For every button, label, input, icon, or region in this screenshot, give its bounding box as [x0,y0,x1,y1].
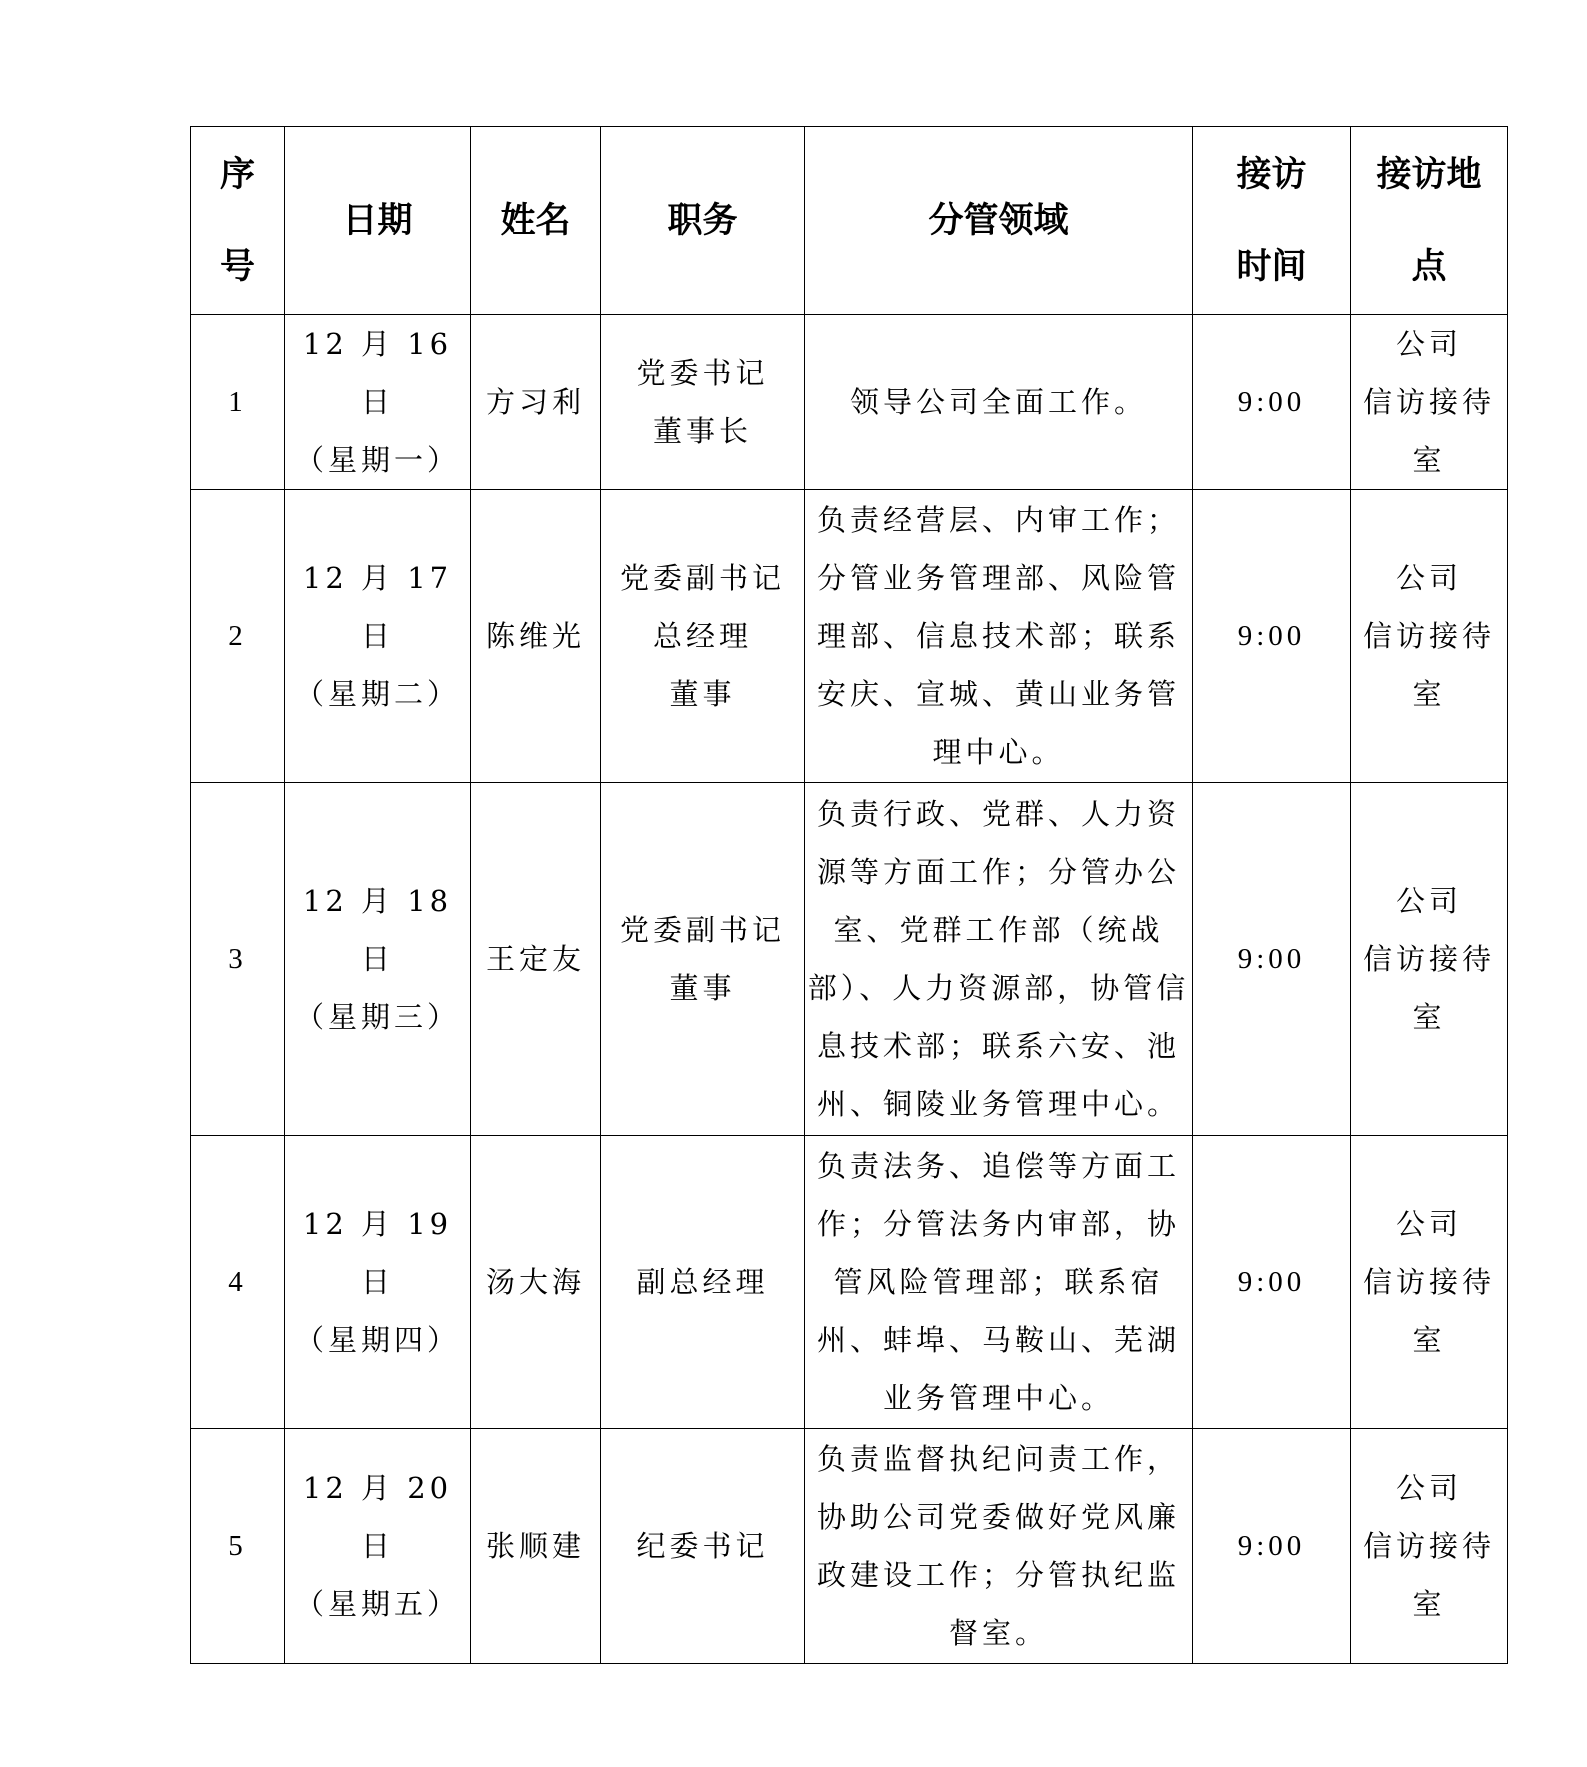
header-scope: 分管领域 [805,127,1193,315]
place-line: 公司 [1395,561,1462,595]
table-row [191,783,1508,1136]
place-line: 公司 [1395,1471,1462,1505]
place-line: 公司 [1395,1207,1462,1241]
scope-text: 领导公司全面工作。 [849,385,1147,419]
place-line: 信访接待 [1362,942,1495,976]
weekday-line: （星期四） [294,1323,460,1357]
position-line: 董事 [669,971,736,1005]
cell-place [1351,783,1508,1136]
cell-time: 9:00 [1193,783,1351,1136]
position-line: 董事长 [652,414,752,448]
place-line: 信访接待 [1362,1265,1495,1299]
header-time-line: 时间 [1236,246,1307,287]
cell-date [285,315,471,490]
cell-position [601,1429,805,1664]
weekday-line: （星期二） [294,677,460,711]
date-line: 12 月 20 日 [302,1471,453,1563]
position-line: 总经理 [652,619,752,653]
cell-seq: 2 [191,490,285,783]
scope-text: 负责行政、党群、人力资源等方面工作；分管办公室、党群工作部（统战部）、人力资源部，协管信息技术部；联系六安、池州、铜陵业务管理中心。 [807,797,1190,1121]
date-line: 12 月 17 日 [302,561,453,653]
header-place [1351,127,1508,315]
scope-text: 负责经营层、内审工作；分管业务管理部、风险管理部、信息技术部；联系安庆、宣城、黄山业务管理中心。 [816,503,1180,769]
date-line: 12 月 19 日 [302,1207,453,1299]
header-date: 日期 [285,127,471,315]
cell-date [285,490,471,783]
cell-time: 9:00 [1193,1136,1351,1429]
table-row [191,315,1508,490]
position-line: 党委副书记 [619,561,785,595]
cell-seq: 3 [191,783,285,1136]
header-seq [191,127,285,315]
cell-name: 陈维光 [471,490,601,783]
cell-place [1351,490,1508,783]
cell-place [1351,315,1508,490]
header-position: 职务 [601,127,805,315]
header-seq-line: 序 [219,154,255,195]
cell-seq: 5 [191,1429,285,1664]
reception-schedule-table [190,126,1508,1664]
scope-text: 负责监督执纪问责工作，协助公司党委做好党风廉政建设工作；分管执纪监督室。 [816,1442,1180,1650]
weekday-line: （星期三） [294,1000,460,1034]
cell-position [601,1136,805,1429]
cell-scope [805,1136,1193,1429]
header-time-line: 接访 [1236,154,1307,195]
cell-time: 9:00 [1193,1429,1351,1664]
cell-scope [805,490,1193,783]
table-row [191,490,1508,783]
table-row [191,1136,1508,1429]
header-name: 姓名 [471,127,601,315]
place-line: 室 [1412,1587,1446,1621]
cell-seq: 4 [191,1136,285,1429]
weekday-line: （星期五） [294,1587,460,1621]
header-time [1193,127,1351,315]
cell-name: 张顺建 [471,1429,601,1664]
cell-scope [805,783,1193,1136]
date-line: 12 月 16 日 [302,327,453,419]
place-line: 室 [1412,443,1446,477]
header-seq-line: 号 [219,246,255,287]
cell-name: 王定友 [471,783,601,1136]
cell-date [285,1136,471,1429]
cell-position [601,315,805,490]
scope-text: 负责法务、追偿等方面工作；分管法务内审部，协管风险管理部；联系宿州、蚌埠、马鞍山、芜湖业务管理中心。 [816,1149,1180,1415]
cell-position [601,783,805,1136]
cell-time: 9:00 [1193,490,1351,783]
date-line: 12 月 18 日 [302,884,453,976]
cell-position [601,490,805,783]
cell-date [285,783,471,1136]
place-line: 室 [1412,1000,1446,1034]
cell-name: 汤大海 [471,1136,601,1429]
cell-place [1351,1429,1508,1664]
place-line: 室 [1412,1323,1446,1357]
cell-scope [805,1429,1193,1664]
cell-name: 方习利 [471,315,601,490]
position-line: 纪委书记 [636,1529,769,1563]
place-line: 信访接待 [1362,619,1495,653]
cell-time: 9:00 [1193,315,1351,490]
position-line: 董事 [669,677,736,711]
cell-place [1351,1136,1508,1429]
place-line: 公司 [1395,884,1462,918]
place-line: 室 [1412,677,1446,711]
place-line: 信访接待 [1362,385,1495,419]
header-place-line: 接访地 [1376,154,1482,195]
cell-scope [805,315,1193,490]
position-line: 党委书记 [636,356,769,390]
weekday-line: （星期一） [294,443,460,477]
place-line: 信访接待 [1362,1529,1495,1563]
place-line: 公司 [1395,327,1462,361]
cell-date [285,1429,471,1664]
header-place-line: 点 [1411,246,1447,287]
position-line: 副总经理 [636,1265,769,1299]
position-line: 党委副书记 [619,913,785,947]
cell-seq: 1 [191,315,285,490]
table-header-row [191,127,1508,315]
table-row [191,1429,1508,1664]
